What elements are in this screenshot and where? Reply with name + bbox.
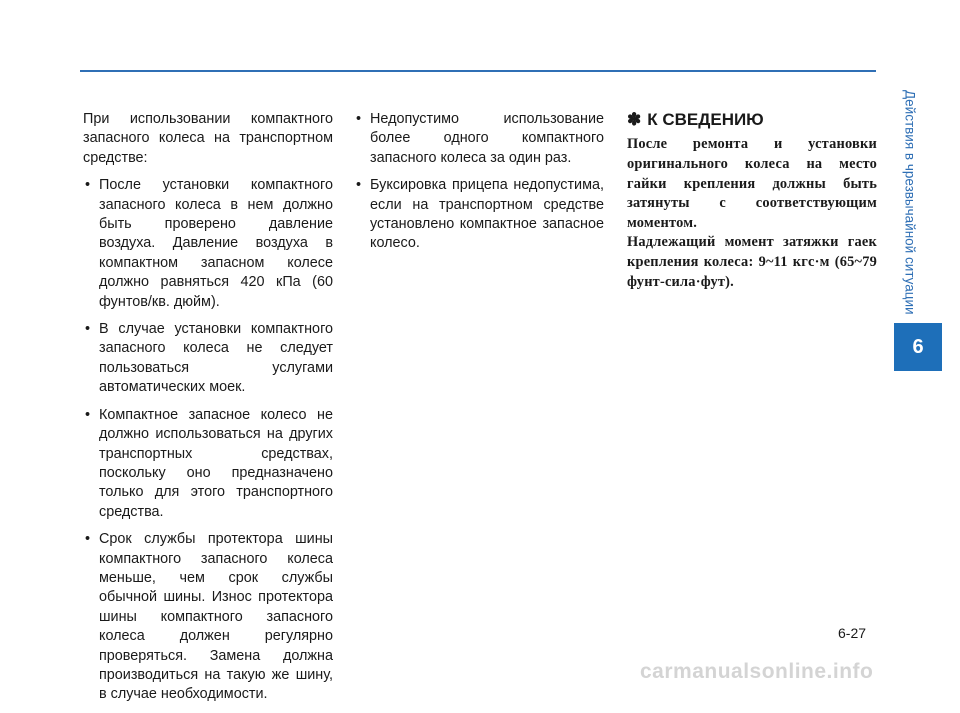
bullet-icon: • — [85, 531, 91, 548]
notice-heading — [627, 110, 877, 129]
list-item: • Недопустимо использование более одного компактного запасного колеса за один раз. — [356, 111, 604, 166]
bullet-list-2 — [354, 110, 604, 254]
intro-paragraph: При использовании компактного запасного колеса на транспортном средстве: — [83, 111, 333, 166]
notice-paragraph: Надлежащий момент затяжки гаек крепления колеса: 9~11 кгс·м (65~79 фунт-сила·фут). — [627, 234, 877, 290]
watermark: carmanualsonline.info — [640, 660, 874, 683]
bullet-icon: • — [356, 111, 362, 127]
bullet-list-1 — [83, 176, 333, 705]
notice-title: К СВЕДЕНИЮ — [647, 110, 764, 129]
column-1 — [83, 110, 333, 713]
bullet-icon: • — [356, 177, 362, 194]
list-item: • Буксировка прицепа недопустима, если на транспортном средстве установлено компактное запасное колесо. — [356, 177, 604, 252]
asterisk-icon: ✽ — [627, 110, 642, 129]
page-number: 6-27 — [838, 625, 867, 641]
list-item: • Компактное запасное колесо не должно использоваться на других транспортных средствах, поскольку оно предназначено только для этого транспортного средства. — [85, 406, 333, 520]
list-item: • В случае установки компактного запасного колеса не следует пользоваться услугами автоматических моек. — [85, 321, 333, 396]
notice-box — [627, 110, 877, 292]
column-2 — [354, 110, 604, 262]
bullet-icon: • — [85, 406, 91, 423]
notice-body — [627, 135, 877, 292]
top-divider — [80, 70, 876, 72]
list-item: • Срок службы протектора шины компактного запасного колеса меньше, чем срок службы обычной шины. Износ протектора шины компактного запасного колеса должен регулярно проверяться. Замена должна производиться на такую же шину, в случае необходимости. — [85, 531, 333, 703]
section-side-title: Действия в чрезвычайной ситуации — [902, 90, 918, 315]
bullet-icon: • — [85, 321, 91, 338]
chapter-tab: 6 — [894, 323, 942, 371]
notice-paragraph: После ремонта и установки оригинального колеса на место гайки крепления должны быть затянуты с соответствующим моментом. — [627, 136, 877, 231]
bullet-icon: • — [85, 177, 91, 194]
list-item: • После установки компактного запасного колеса в нем должно быть проверено давление воздуха. Давление воздуха в компактном запасном колесе должно равняться 420 кПа (60 фунтов/кв. дюйм). — [85, 177, 333, 310]
